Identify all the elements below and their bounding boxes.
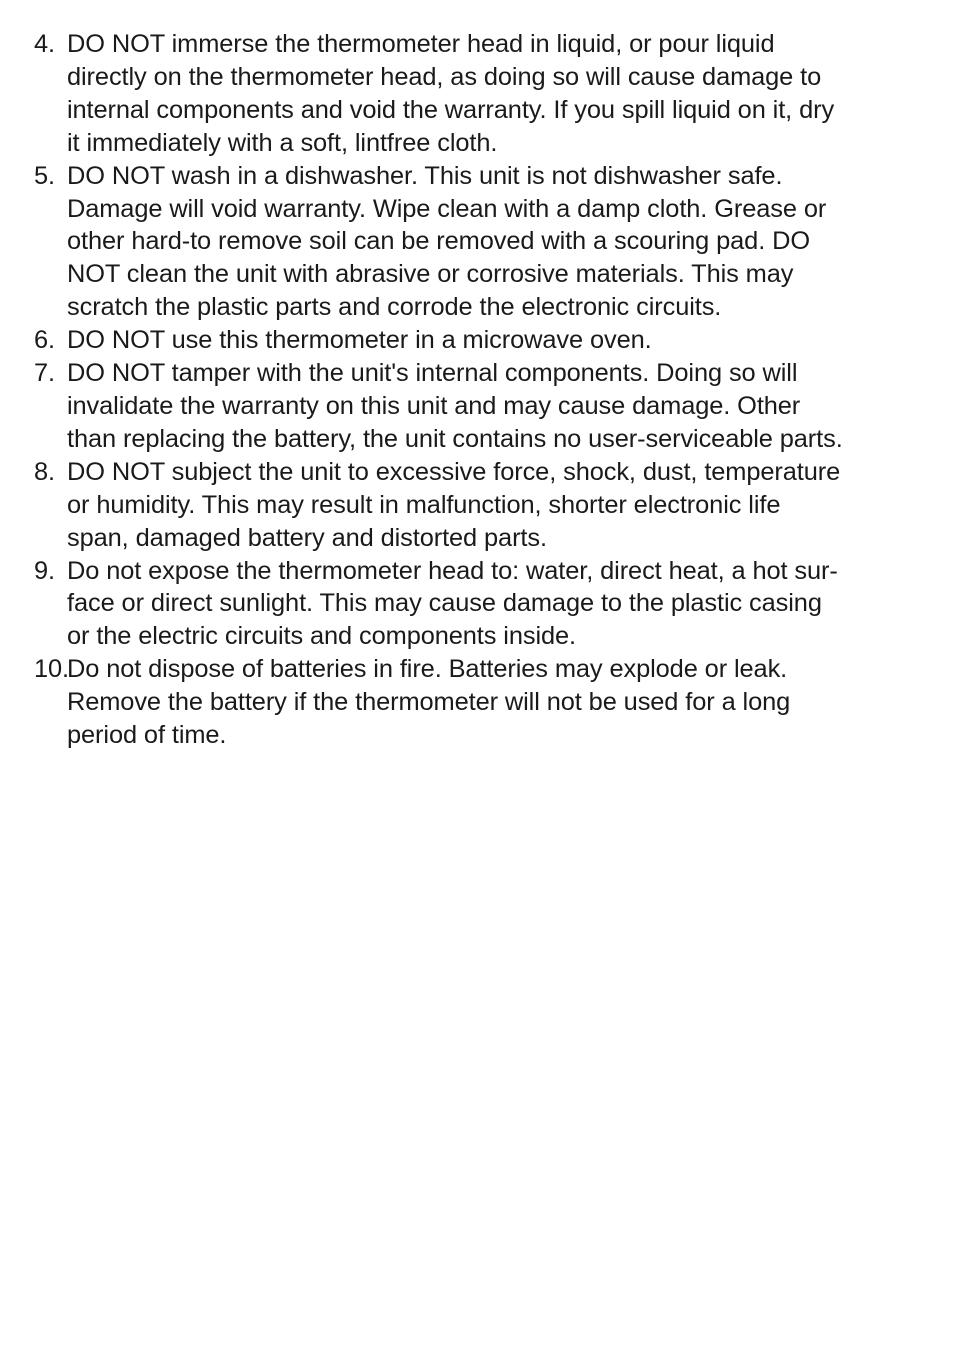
item-text-line: DO NOT wash in a dishwasher. This unit is not dishwasher safe. xyxy=(67,161,783,190)
item-text-line: Damage will void warranty. Wipe clean with a damp cloth. Grease or xyxy=(67,194,827,223)
item-text-line: scratch the plastic parts and corrode the electronic circuits. xyxy=(67,293,722,322)
warning-list xyxy=(34,28,934,752)
item-text-line: DO NOT use this thermometer in a microwave oven. xyxy=(67,326,652,355)
item-text-line: span, damaged battery and distorted parts. xyxy=(67,523,547,552)
item-number: 5. xyxy=(34,161,55,190)
item-text-line: Do not dispose of batteries in fire. Batteries may explode or leak. xyxy=(67,655,788,684)
item-number: 4. xyxy=(34,30,55,58)
item-text-line: DO NOT immerse the thermometer head in liquid, or pour liquid xyxy=(67,30,775,58)
item-text-line: invalidate the warranty on this unit and may cause damage. Other xyxy=(67,391,801,420)
item-number: 10. xyxy=(34,655,69,684)
list-item-7 xyxy=(34,357,934,456)
item-text-line: or humidity. This may result in malfunction, shorter electronic life xyxy=(67,490,781,519)
item-number: 8. xyxy=(34,457,55,486)
list-item-4 xyxy=(34,28,934,160)
item-text-line: Remove the battery if the thermometer will not be used for a long xyxy=(67,688,791,717)
item-number: 7. xyxy=(34,359,55,388)
item-text-line: or the electric circuits and components inside. xyxy=(67,622,577,651)
item-number: 9. xyxy=(34,556,55,585)
list-item-9 xyxy=(34,555,934,654)
item-text-line: NOT clean the unit with abrasive or corrosive materials. This may xyxy=(67,260,794,289)
item-text-line: other hard-to remove soil can be removed with a scouring pad. DO xyxy=(67,227,810,256)
item-text-line: directly on the thermometer head, as doing so will cause damage to xyxy=(67,62,822,91)
item-text-line: it immediately with a soft, lintfree cloth. xyxy=(67,128,498,157)
item-text-line: Do not expose the thermometer head to: water, direct heat, a hot sur- xyxy=(67,556,838,585)
list-item-8 xyxy=(34,456,934,555)
item-text-line: face or direct sunlight. This may cause damage to the plastic casing xyxy=(67,589,822,618)
list-item-5 xyxy=(34,160,934,325)
list-item-6 xyxy=(34,324,934,357)
item-number: 6. xyxy=(34,326,55,355)
item-text-line: period of time. xyxy=(67,721,227,750)
item-text-line: DO NOT tamper with the unit's internal components. Doing so will xyxy=(67,359,798,388)
item-text-line: DO NOT subject the unit to excessive force, shock, dust, temperature xyxy=(67,457,841,486)
list-item-10 xyxy=(34,653,934,752)
item-text-line: internal components and void the warranty. If you spill liquid on it, dry xyxy=(67,95,835,124)
item-text-line: than replacing the battery, the unit contains no user-serviceable parts. xyxy=(67,424,843,453)
